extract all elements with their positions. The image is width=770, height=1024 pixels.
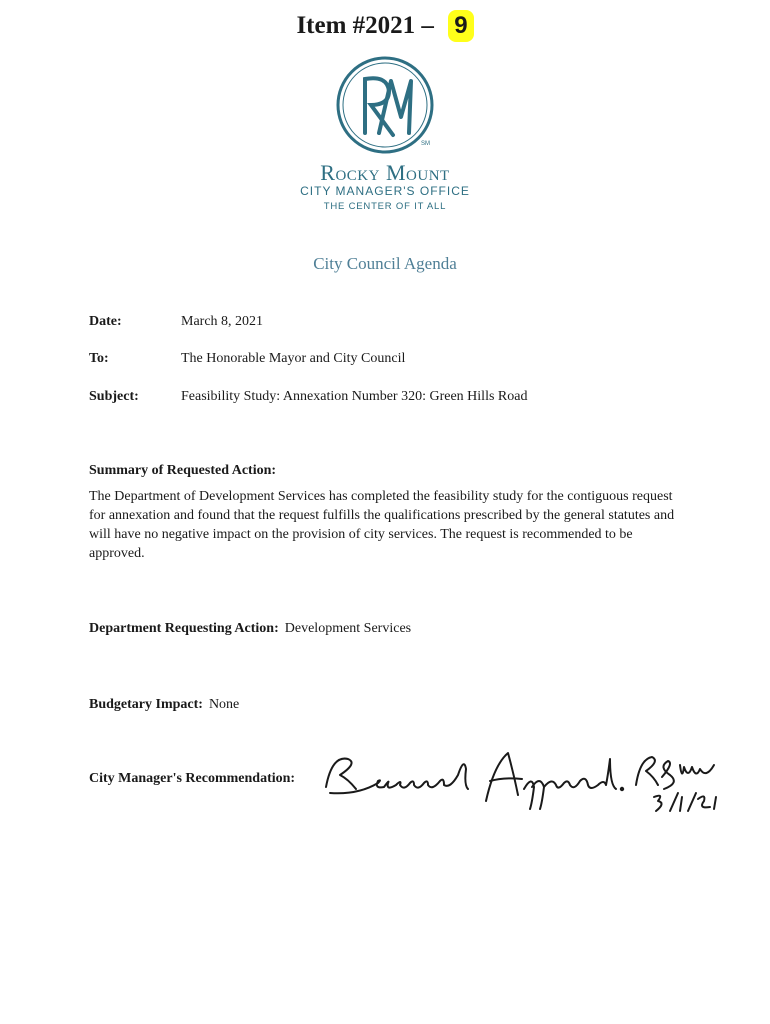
rm-monogram-icon — [335, 55, 435, 155]
budget-label: Budgetary Impact: — [89, 697, 203, 712]
handwritten-signature — [318, 745, 728, 815]
to-label: To: — [89, 351, 109, 366]
department-label: Department Requesting Action: — [89, 621, 279, 636]
city-logo — [335, 55, 435, 155]
brand-tagline: THE CENTER OF IT ALL — [323, 201, 447, 212]
summary-heading: Summary of Requested Action: — [89, 463, 277, 478]
budget-field — [89, 696, 239, 714]
brand-office: CITY MANAGER'S OFFICE — [300, 184, 470, 198]
subject-value: Feasibility Study: Annexation Number 320: Green Hills Road — [181, 389, 528, 404]
date-label: Date: — [89, 314, 122, 329]
to-value: The Honorable Mayor and City Council — [181, 351, 406, 366]
service-mark: SM — [421, 141, 430, 147]
summary-body: The Department of Development Services has completed the feasibility study for the contiguous request for annexation and found that the request fulfills the qualifications prescribed by the general statutes and will have no negative impact on the provision of city services. The request is recommended to be approved. — [89, 489, 675, 561]
item-number-badge: 9 — [448, 10, 473, 42]
budget-value: None — [208, 697, 240, 712]
item-label: Item #2021 – — [296, 12, 434, 39]
recommendation-label: City Manager's Recommendation: — [89, 771, 296, 786]
date-value: March 8, 2021 — [181, 314, 264, 329]
to-field — [89, 350, 405, 368]
department-field — [89, 620, 411, 638]
signature-icon — [318, 745, 728, 815]
brand-name: Rocky Mount — [320, 160, 450, 185]
subject-field — [89, 388, 527, 406]
department-value: Development Services — [284, 621, 412, 636]
agenda-title: City Council Agenda — [313, 254, 457, 273]
subject-label: Subject: — [89, 389, 139, 404]
item-header — [0, 10, 770, 42]
date-field — [89, 313, 263, 331]
